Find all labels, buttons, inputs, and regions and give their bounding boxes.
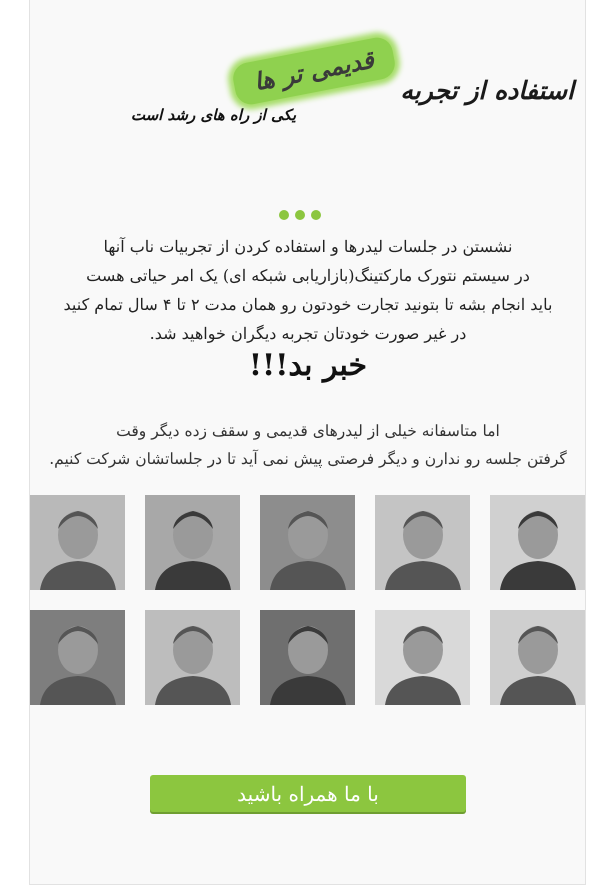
- join-us-button[interactable]: با ما همراه باشید: [150, 775, 466, 812]
- leader-photo-grid: [30, 495, 586, 705]
- headline-title: استفاده از تجربه: [400, 76, 574, 105]
- person-silhouette-icon: [260, 610, 355, 705]
- dot-icon: [295, 210, 305, 220]
- dot-icon: [279, 210, 289, 220]
- leader-photo: [30, 610, 125, 705]
- person-silhouette-icon: [490, 610, 585, 705]
- leader-photo: [375, 495, 470, 590]
- dot-icon: [311, 210, 321, 220]
- headline-subtitle: یکی از راه های رشد است: [130, 106, 296, 124]
- leader-photo: [490, 495, 585, 590]
- intro-line: در سیستم نتورک مارکتینگ(بازاریابی شبکه ای) یک امر حیاتی هست: [86, 266, 530, 285]
- intro-line: در غیر صورت خودتان تجربه دیگران خواهید شد.: [149, 324, 467, 343]
- highlight-badge: قدیمی تر ها: [230, 35, 397, 107]
- detail-paragraph: [36, 417, 580, 473]
- person-silhouette-icon: [375, 495, 470, 590]
- person-silhouette-icon: [490, 495, 585, 590]
- intro-line: نشستن در جلسات لیدرها و استفاده کردن از تجربیات ناب آنها: [103, 237, 513, 256]
- person-silhouette-icon: [30, 495, 125, 590]
- person-silhouette-icon: [145, 495, 240, 590]
- detail-line: گرفتن جلسه رو ندارن و دیگر فرصتی پیش نمی آید تا در جلساتشان شرکت کنیم.: [49, 450, 567, 468]
- leader-photo: [145, 495, 240, 590]
- leader-photo: [30, 495, 125, 590]
- leader-photo: [375, 610, 470, 705]
- person-silhouette-icon: [30, 610, 125, 705]
- leader-photo: [260, 495, 355, 590]
- leader-photo: [260, 610, 355, 705]
- person-silhouette-icon: [260, 495, 355, 590]
- intro-line: باید انجام بشه تا بتونید تجارت خودتون رو همان مدت ۲ تا ۴ سال تمام کنید: [63, 295, 553, 314]
- person-silhouette-icon: [145, 610, 240, 705]
- person-silhouette-icon: [375, 610, 470, 705]
- bad-news-heading: خبر بد!!!: [248, 348, 368, 383]
- leader-photo: [145, 610, 240, 705]
- intro-paragraph: [36, 232, 580, 348]
- detail-line: اما متاسفانه خیلی از لیدرهای قدیمی و سقف زده دیگر وقت: [116, 422, 500, 440]
- separator-dots: [279, 210, 321, 220]
- leader-photo: [490, 610, 585, 705]
